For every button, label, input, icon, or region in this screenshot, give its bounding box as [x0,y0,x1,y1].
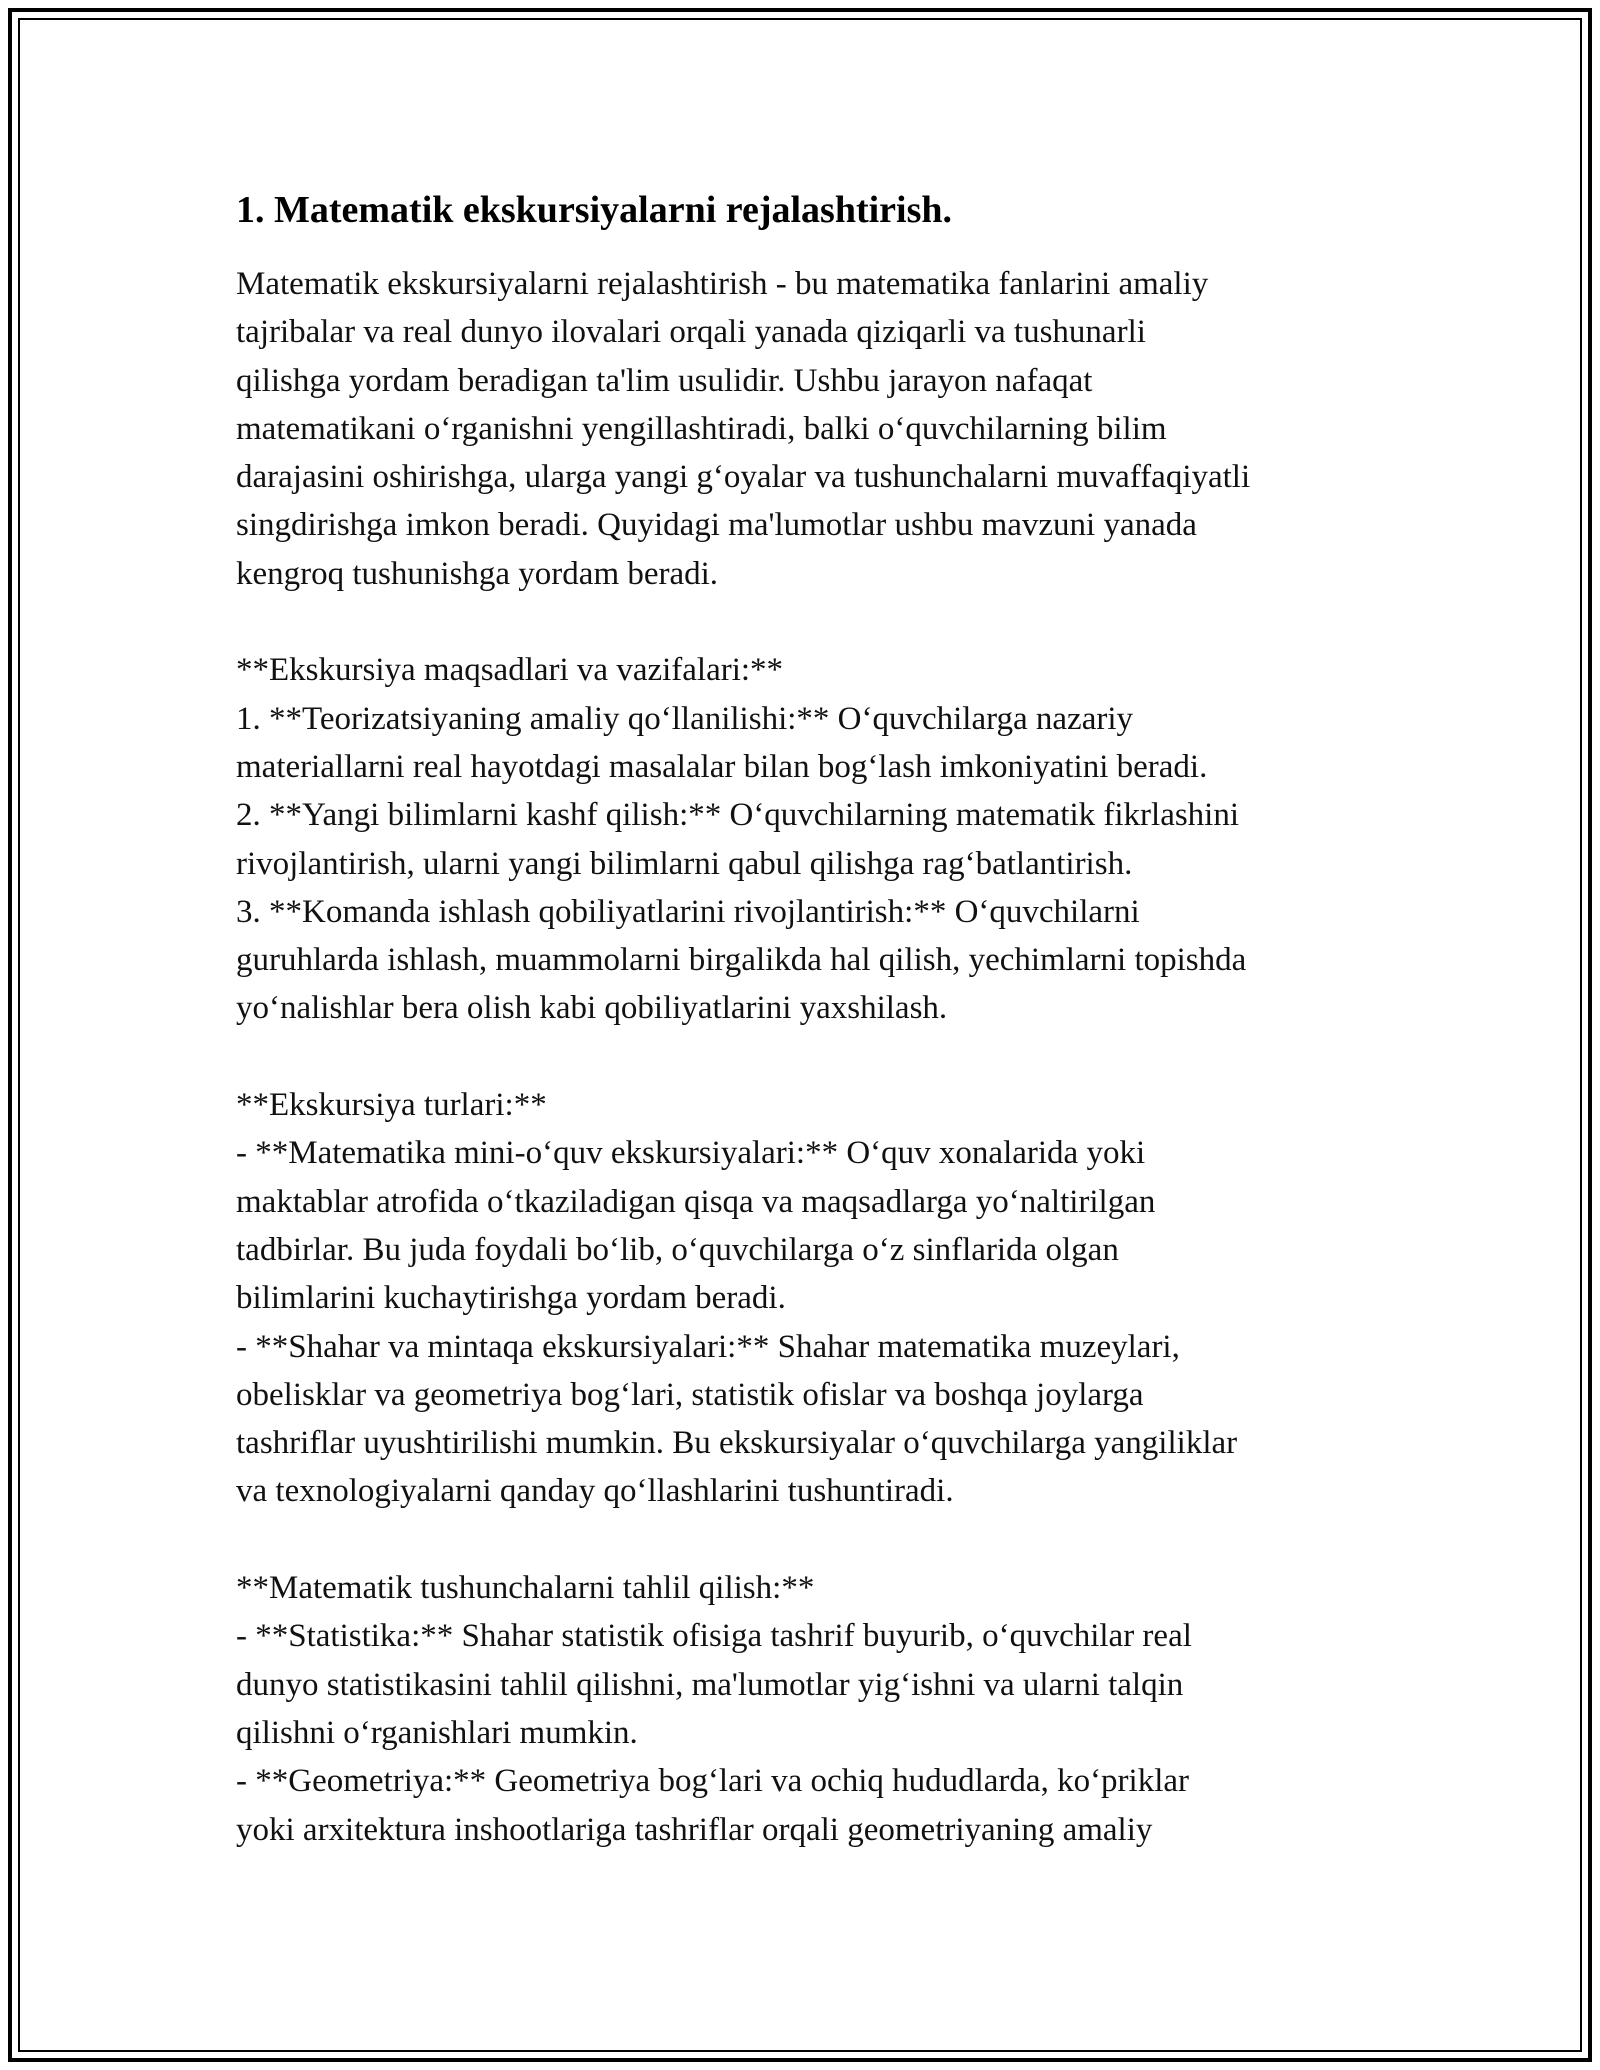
document-title: 1. Matematik ekskursiyalarni rejalashtirish. [236,189,953,231]
intro-paragraph: Matematik ekskursiyalarni rejalashtirish - bu matematika fanlarini amaliy tajribalar va real dunyo ilovalari orqali yanada qiziqarli va tushunarli qilishga yordam beradigan ta'lim usulidir. Ushbu jarayon nafaqat matematikani o‘rganishni yengillashtiradi, balki o‘quvchilarning bilim darajasini oshirishga, ularga yangi g‘oyalar va tushunchalarni muvaffaqiyatli singdirishga imkon beradi. Quyidagi ma'lumotlar ushbu mavzuni yanada kengroq tushunishga yordam beradi. [236,266,1251,592]
paragraph-gap [236,1033,1396,1081]
types-section: **Ekskursiya turlari:** - **Matematika mini-o‘quv ekskursiyalari:** O‘quv xonalarida yoki maktablar atrofida o‘tkaziladigan qisqa va maqsadlarga yo‘naltirilgan tadbirlar. Bu juda foydali bo‘lib, o‘quvchilarga o‘z sinflarida olgan bilimlarini kuchaytirishga yordam beradi. - **Shahar va mintaqa ekskursiyalari:** Shahar matematika muzeylari, obelisklar va geometriya bog‘lari, statistik ofislar va boshqa joylarga tashriflar uyushtirilishi mumkin. Bu ekskursiyalar o‘quvchilarga yangiliklar va texnologiyalarni qanday qo‘llashlarini tushuntiradi. [236,1087,1238,1510]
paragraph-gap [236,1516,1396,1564]
document-body [236,186,1396,1854]
analysis-section: **Matematik tushunchalarni tahlil qilish:** - **Statistika:** Shahar statistik ofisiga tashrif buyurib, o‘quvchilar real dunyo statistikasini tahlil qilishni, ma'lumotlar yig‘ishni va ularni talqin qilishni o‘rganishlari mumkin. - **Geometriya:** Geometriya bog‘lari va ochiq hududlarda, ko‘priklar yoki arxitektura inshootlariga tashriflar orqali geometriyaning amaliy [236,1570,1192,1848]
goals-section: **Ekskursiya maqsadlari va vazifalari:** 1. **Teorizatsiyaning amaliy qo‘llanilishi:** O‘quvchilarga nazariy materiallarni real hayotdagi masalalar bilan bog‘lash imkoniyatini beradi. 2. **Yangi bilimlarni kashf qilish:** O‘quvchilarning matematik fikrlashini rivojlantirish, ularni yangi bilimlarni qabul qilishga rag‘batlantirish. 3. **Komanda ishlash qobiliyatlarini rivojlantirish:** O‘quvchilarni guruhlarda ishlash, muammolarni birgalikda hal qilish, yechimlarni topishda yo‘nalishlar bera olish kabi qobiliyatlarini yaxshilash. [236,652,1247,1027]
paragraph-gap [236,598,1396,646]
